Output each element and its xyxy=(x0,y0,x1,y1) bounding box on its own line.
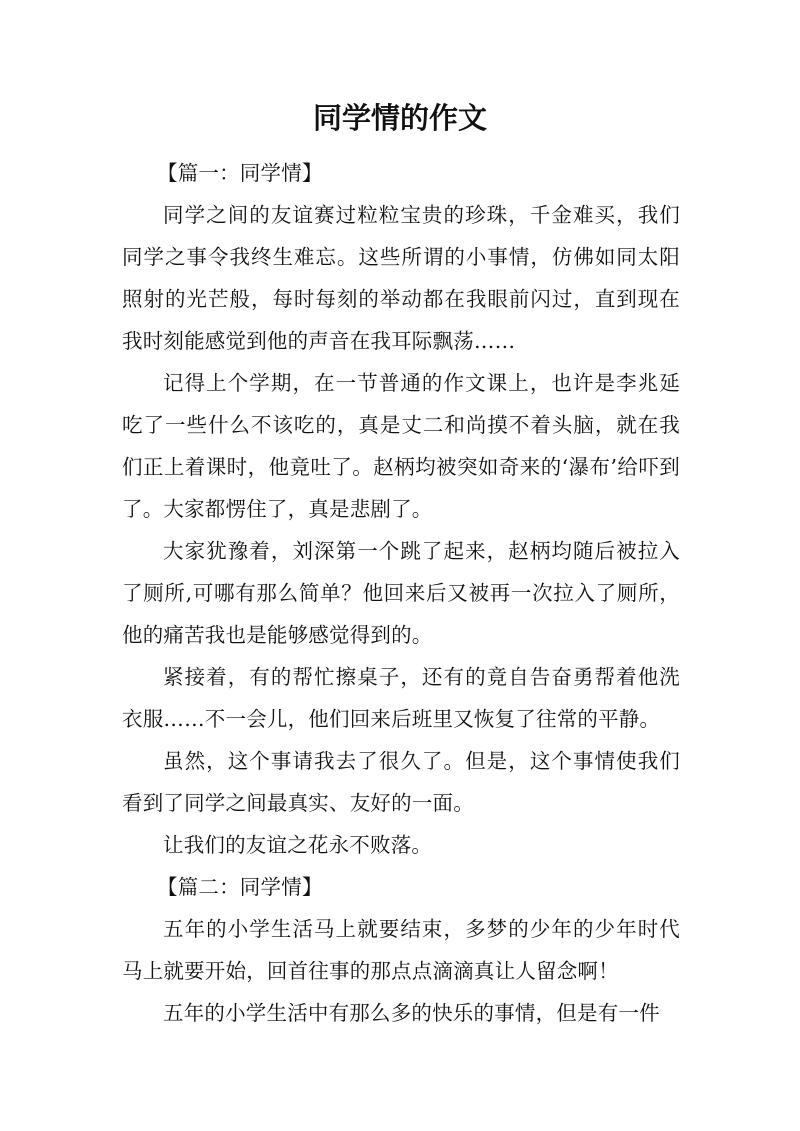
paragraph: 紧接着，有的帮忙擦桌子，还有的竟自告奋勇帮着他洗衣服……不一会儿，他们回来后班里又恢复了往常的平静。 xyxy=(122,665,680,731)
document-title: 同学情的作文 xyxy=(312,101,487,135)
paragraph: 记得上个学期，在一节普通的作文课上，也许是李兆延吃了一些什么不该吃的，真是丈二和尚摸不着头脑，就在我们正上着课时，他竟吐了。赵柄均被突如奇来的‘瀑布’给吓到了。大家都愣住了，真是悲剧了。 xyxy=(122,371,680,521)
paragraph: 让我们的友谊之花永不败落。 xyxy=(163,833,433,857)
paragraph: 虽然，这个事请我去了很久了。但是，这个事情使我们看到了同学之间最真实、友好的一面。 xyxy=(122,749,680,815)
section-heading-1: 【篇一：同学情】 xyxy=(157,161,323,185)
paragraph: 五年的小学生活马上就要结束，多梦的少年的少年时代马上就要开始，回首往事的那点点滴滴真让人留念啊！ xyxy=(122,917,680,983)
document-body xyxy=(122,152,680,1034)
paragraph: 大家犹豫着，刘深第一个跳了起来，赵柄均随后被拉入了厕所,可哪有那么简单？他回来后又被再一次拉入了厕所，他的痛苦我也是能够感觉得到的。 xyxy=(122,539,680,647)
paragraph: 同学之间的友谊赛过粒粒宝贵的珍珠，千金难买，我们同学之事令我终生难忘。这些所谓的小事情，仿佛如同太阳照射的光芒般，每时每刻的举动都在我眼前闪过，直到现在我时刻能感觉到他的声音在我耳际飘荡…… xyxy=(122,203,680,353)
section-heading-2: 【篇二：同学情】 xyxy=(157,875,323,899)
paragraph: 五年的小学生活中有那么多的快乐的事情，但是有一件 xyxy=(163,1001,660,1025)
